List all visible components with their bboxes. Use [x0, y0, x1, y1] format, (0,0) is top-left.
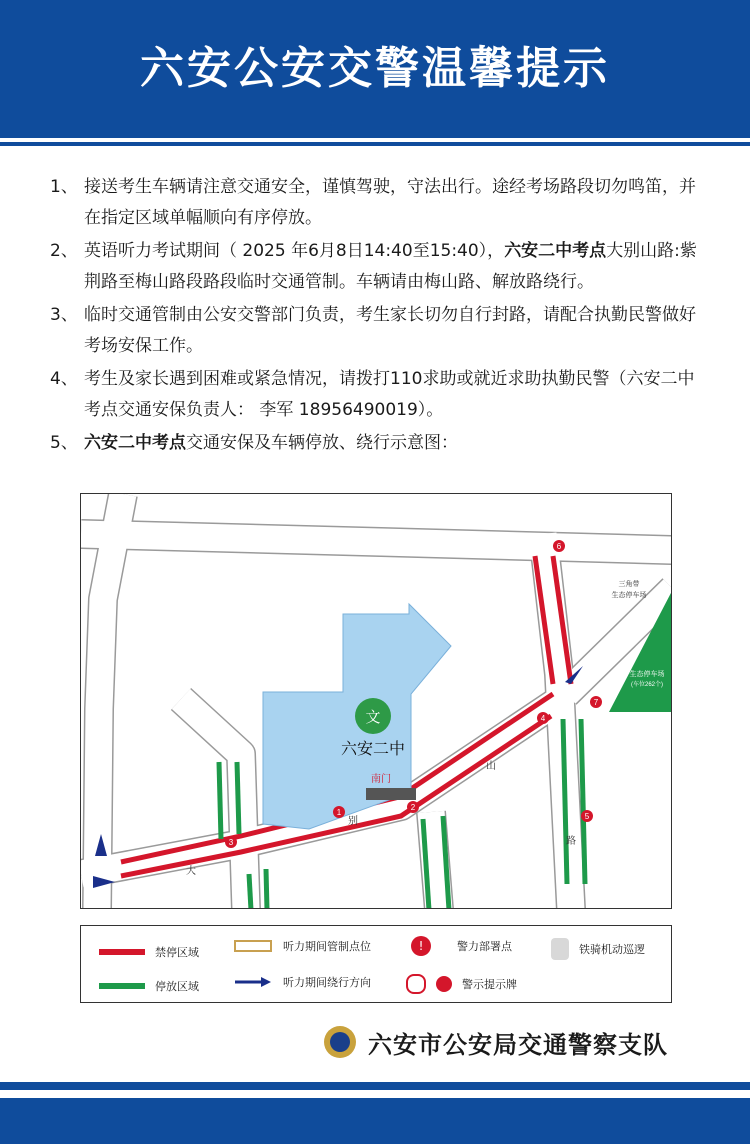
- header-banner: [0, 0, 750, 138]
- notice-text: [84, 236, 710, 298]
- legend-police-post: ! 警力部署点: [411, 936, 512, 956]
- notice-segment: 大别山路:紫荆路至梅山路段路段临时交通管制。车辆请由梅山路、解放路绕行。: [84, 241, 697, 292]
- south-gate-label: 南门: [371, 774, 391, 785]
- notice-segment: 考生及家长遇到困难或紧急情况，请拨打110求助或就近求助执勤民警（六安二中考点交通安保负责人： 李军 18956490019）。: [84, 369, 695, 420]
- south-gate-control-point: [366, 788, 416, 800]
- dabieshan-road-label-1: 大: [186, 866, 196, 877]
- organization-name: 六安市公安局交通警察支队: [368, 1030, 668, 1059]
- barrier-icon: [233, 938, 273, 954]
- notice-text: [84, 364, 710, 426]
- page-title: 六安公安交警温馨提示: [140, 43, 610, 94]
- notice-item: [50, 364, 710, 426]
- police-point-1: 1: [336, 808, 342, 817]
- police-post-icon: !: [411, 936, 431, 956]
- no-horn-icon: [406, 974, 426, 994]
- legend-detour: 听力期间绕行方向: [233, 974, 371, 990]
- triangle-parking-line1: 三角带: [618, 581, 640, 588]
- footer-band: [0, 1098, 750, 1144]
- notice-highlight: 六安二中考点: [84, 433, 186, 453]
- red-line-swatch: [99, 949, 145, 955]
- legend-warning-sign: 警示提示牌: [406, 974, 517, 994]
- green-line-swatch: [99, 983, 145, 989]
- dabieshan-road-label-3: 山: [486, 761, 496, 772]
- police-point-2: 2: [410, 803, 416, 812]
- traffic-map: [80, 493, 672, 909]
- police-point-3: 3: [228, 838, 234, 847]
- notice-segment: 接送考生车辆请注意交通安全，谨慎驾驶，守法出行。途经考场路段切勿鸣笛，并在指定区域单幅顺向有序停放。: [84, 177, 696, 228]
- school-badge-label: 文: [365, 709, 381, 726]
- eco-parking-line1: 生态停车场: [629, 671, 665, 678]
- footer-divider: [0, 1082, 750, 1090]
- header-divider: [0, 142, 750, 146]
- notice-text: [84, 428, 710, 459]
- map-legend: [80, 925, 672, 1003]
- notice-item: [50, 300, 710, 362]
- notice-text: [84, 172, 710, 234]
- police-point-4: 4: [540, 714, 546, 723]
- notice-list: [50, 172, 710, 461]
- school-name: 六安二中: [340, 741, 406, 758]
- notice-number: 1、: [50, 177, 78, 197]
- footer-organization: [322, 1024, 668, 1060]
- notice-segment: 临时交通管制由公安交警部门负责，考生家长切勿自行封路，请配合执勤民警做好考场安保工作。: [84, 305, 696, 356]
- arrow-right-icon: [233, 976, 273, 988]
- police-emblem-icon: [322, 1024, 358, 1060]
- notice-item: [50, 428, 710, 459]
- dabieshan-road-label-2: 别: [348, 816, 358, 827]
- notice-item: [50, 236, 710, 298]
- police-point-7: 7: [593, 698, 599, 707]
- notice-number: 2、: [50, 241, 78, 261]
- notice-text: [84, 300, 710, 362]
- legend-no-parking: 禁停区域: [99, 944, 199, 960]
- police-point-5: 5: [584, 812, 590, 821]
- notice-highlight: 六安二中考点: [504, 241, 607, 261]
- legend-control-point: 听力期间管制点位: [233, 938, 371, 954]
- triangle-parking-line2: 生态停车场: [611, 592, 647, 599]
- motorcycle-icon: [551, 938, 569, 960]
- notice-segment: 交通安保及车辆停放、绕行示意图：: [186, 433, 458, 453]
- map-svg: [81, 494, 672, 909]
- notice-item: [50, 172, 710, 234]
- legend-parking: 停放区域: [99, 978, 199, 994]
- notice-segment: 英语听力考试期间（ 2025 年6月8日14:40至15:40），: [84, 241, 505, 261]
- police-point-6: 6: [556, 542, 562, 551]
- notice-number: 3、: [50, 305, 78, 325]
- eco-parking-line2: (车位262个): [630, 682, 664, 688]
- no-entry-icon: [436, 976, 452, 992]
- notice-number: 4、: [50, 369, 78, 389]
- meishan-middle-road-label: 路: [566, 836, 576, 847]
- legend-motorcycle-patrol: 铁骑机动巡逻: [551, 938, 645, 960]
- notice-number: 5、: [50, 433, 78, 453]
